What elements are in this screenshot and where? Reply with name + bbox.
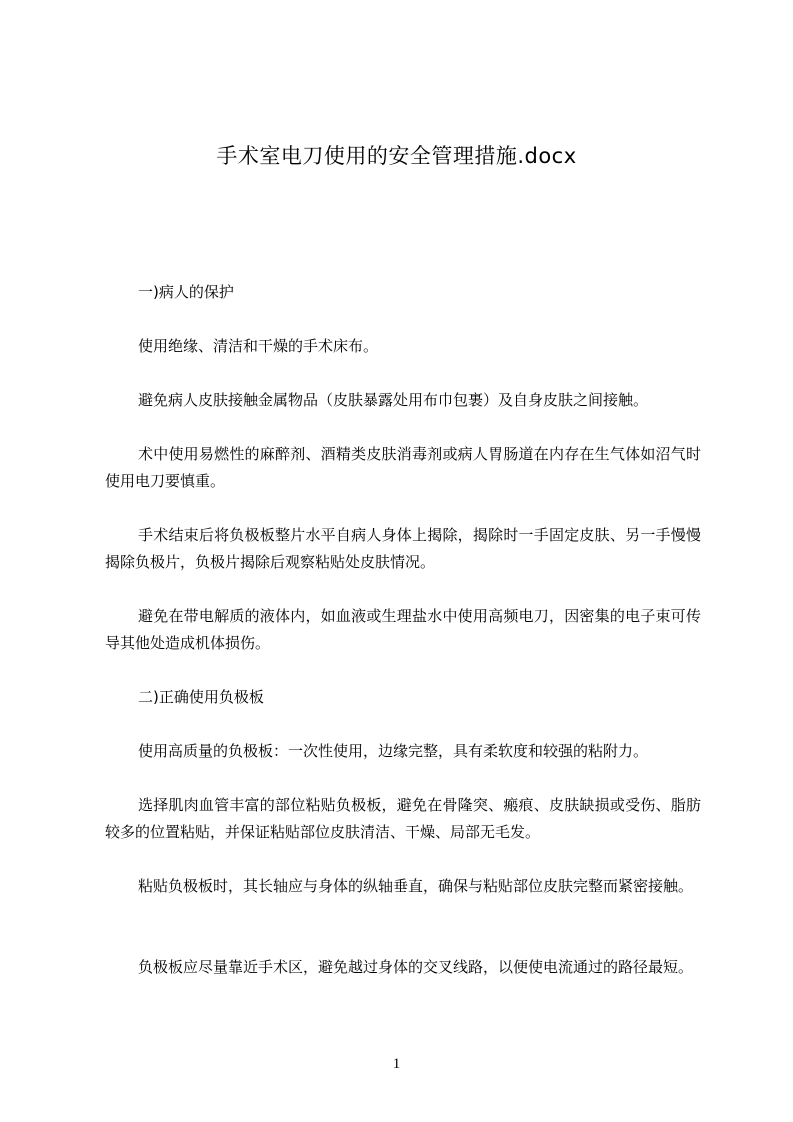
section-heading-patient-protection: 一)病人的保护 — [138, 283, 234, 301]
paragraph: 选择肌肉血管丰富的部位粘贴负极板，避免在骨隆突、瘢痕、皮肤缺损或受伤、脂肪较多的位置粘贴，并保证粘贴部位皮肤清洁、干燥、局部无毛发。 — [105, 796, 701, 841]
paragraph: 手术结束后将负极板整片水平自病人身体上揭除，揭除时一手固定皮肤、另一手慢慢揭除负极片，负极片揭除后观察粘贴处皮肤情况。 — [105, 526, 701, 571]
paragraph: 负极板应尽量靠近手术区，避免越过身体的交叉线路，以便使电流通过的路径最短。 — [138, 958, 694, 976]
page-number: 1 — [392, 1056, 401, 1072]
document-title: 手术室电刀使用的安全管理措施.docx — [216, 144, 577, 168]
paragraph: 粘贴负极板时，其长轴应与身体的纵轴垂直，确保与粘贴部位皮肤完整而紧密接触。 — [138, 877, 694, 895]
paragraph: 避免在带电解质的液体内，如血液或生理盐水中使用高频电刀，因密集的电子束可传导其他处造成机体损伤。 — [105, 607, 701, 652]
paragraph: 使用绝缘、清洁和干燥的手术床布。 — [138, 337, 379, 355]
section-heading-negative-plate: 二)正确使用负极板 — [138, 688, 264, 706]
paragraph: 避免病人皮肤接触金属物品（皮肤暴露处用布巾包裹）及自身皮肤之间接触。 — [138, 391, 649, 409]
paragraph: 使用高质量的负极板：一次性使用，边缘完整，具有柔软度和较强的粘附力。 — [138, 742, 649, 760]
paragraph: 术中使用易燃性的麻醉剂、酒精类皮肤消毒剂或病人胃肠道在内存在生气体如沼气时使用电刀要慎重。 — [105, 445, 701, 490]
